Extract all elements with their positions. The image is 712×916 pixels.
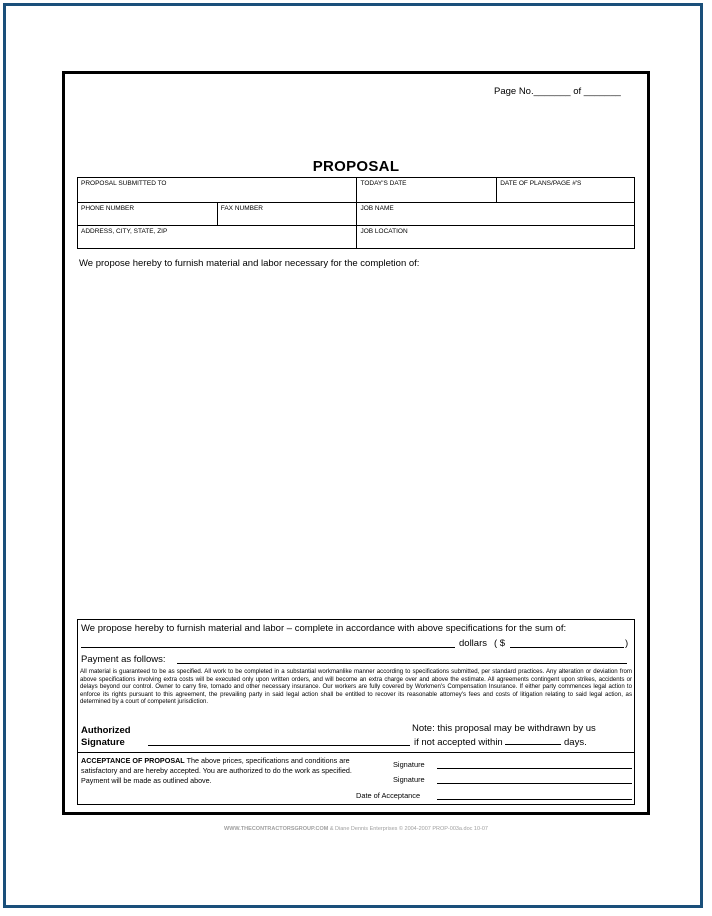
amount-words-line[interactable] — [81, 647, 455, 648]
phone-number-field[interactable] — [78, 203, 218, 226]
authorized-label-line1: Authorized — [81, 725, 131, 736]
acceptance-divider — [77, 752, 635, 753]
todays-date-label: TODAY'S DATE — [360, 180, 407, 187]
note-days-text: days. — [564, 737, 587, 748]
acceptance-title: ACCEPTANCE OF PROPOSAL — [81, 756, 185, 765]
dollars-label: dollars — [459, 638, 487, 649]
fax-number-field[interactable] — [217, 203, 357, 226]
signature-label-2: Signature — [393, 775, 425, 784]
acceptance-body: The above prices, specifications and conditions are satisfactory and are hereby accepted. You are authorized to do the work as specified. Payment will be made as outlined above. — [81, 756, 352, 785]
info-table — [77, 177, 635, 249]
job-name-field[interactable] — [357, 203, 635, 226]
footer-site: WWW.THECONTRACTORSGROUP.COM — [224, 826, 329, 832]
note-line1: Note: this proposal may be withdrawn by us — [412, 723, 596, 734]
footer-credit — [0, 826, 712, 832]
authorized-label-line2: Signature — [81, 737, 125, 748]
fax-number-label: FAX NUMBER — [220, 205, 263, 212]
authorized-signature-line[interactable] — [148, 745, 410, 746]
job-location-label: JOB LOCATION — [360, 228, 408, 235]
date-of-acceptance-label: Date of Acceptance — [356, 791, 421, 800]
proposal-submitted-to-label: PROPOSAL SUBMITTED TO — [81, 180, 167, 187]
signature-label-1: Signature — [393, 760, 425, 769]
terms-fine-print: All material is guaranteed to be as specified. All work to be completed in a substantial workmanlike manner according to specifications submitted, per standard practices. Any alteration or deviation from above specifications involving extra costs will be executed only upon written orders, and will become an extra charge over and above the estimate. All agreements contingent upon strikes, accidents or delays beyond our control. Owner to carry fire, tornado and other necessary insurance. Our workers are fully covered by Workmen's Compensation Insurance. If either party commences legal action to enforce its rights pursuant to this agreement, the prevailing party in said legal action shall be entitled to recover its reasonable attorney's fees and costs of litigation relating to said legal action, as determined by a court of competent jurisdiction. — [80, 668, 632, 706]
job-name-label: JOB NAME — [360, 205, 394, 212]
todays-date-field[interactable] — [357, 178, 497, 203]
acceptance-signature-line-1[interactable] — [437, 768, 632, 769]
withdrawal-note — [412, 722, 596, 749]
amount-dollars-line[interactable] — [510, 647, 624, 648]
phone-number-label: PHONE NUMBER — [81, 205, 135, 212]
job-location-field[interactable] — [357, 226, 635, 249]
page-number-line: Page No._______ of _______ — [494, 86, 621, 97]
page-title: PROPOSAL — [312, 158, 400, 175]
proposal-submitted-to-field[interactable] — [78, 178, 357, 203]
days-blank[interactable] — [505, 735, 561, 745]
date-of-plans-label: DATE OF PLANS/PAGE #'S — [500, 180, 582, 187]
address-label: ADDRESS, CITY, STATE, ZIP — [81, 228, 168, 235]
note-line2 — [414, 735, 596, 749]
dollar-close-label: ) — [625, 638, 629, 649]
intro-text: We propose hereby to furnish material and labor necessary for the completion of: — [79, 258, 420, 269]
acceptance-signature-line-2[interactable] — [437, 783, 632, 784]
payment-terms-line[interactable] — [177, 663, 627, 664]
payment-label: Payment as follows: — [81, 654, 166, 665]
acceptance-text — [81, 756, 361, 786]
address-field[interactable] — [78, 226, 357, 249]
propose-sum-text: We propose hereby to furnish material and labor – complete in accordance with above specifications for the sum of: — [81, 623, 567, 634]
note-if-text: if not accepted within — [414, 737, 503, 748]
footer-rest: & Diane Dennis Enterprises © 2004-2007 PROP-003a.doc 10-07 — [328, 826, 488, 832]
authorized-signature-label — [81, 725, 131, 749]
date-of-acceptance-line[interactable] — [437, 799, 632, 800]
date-of-plans-field[interactable] — [497, 178, 635, 203]
dollar-open-label: ( $ — [494, 638, 506, 649]
